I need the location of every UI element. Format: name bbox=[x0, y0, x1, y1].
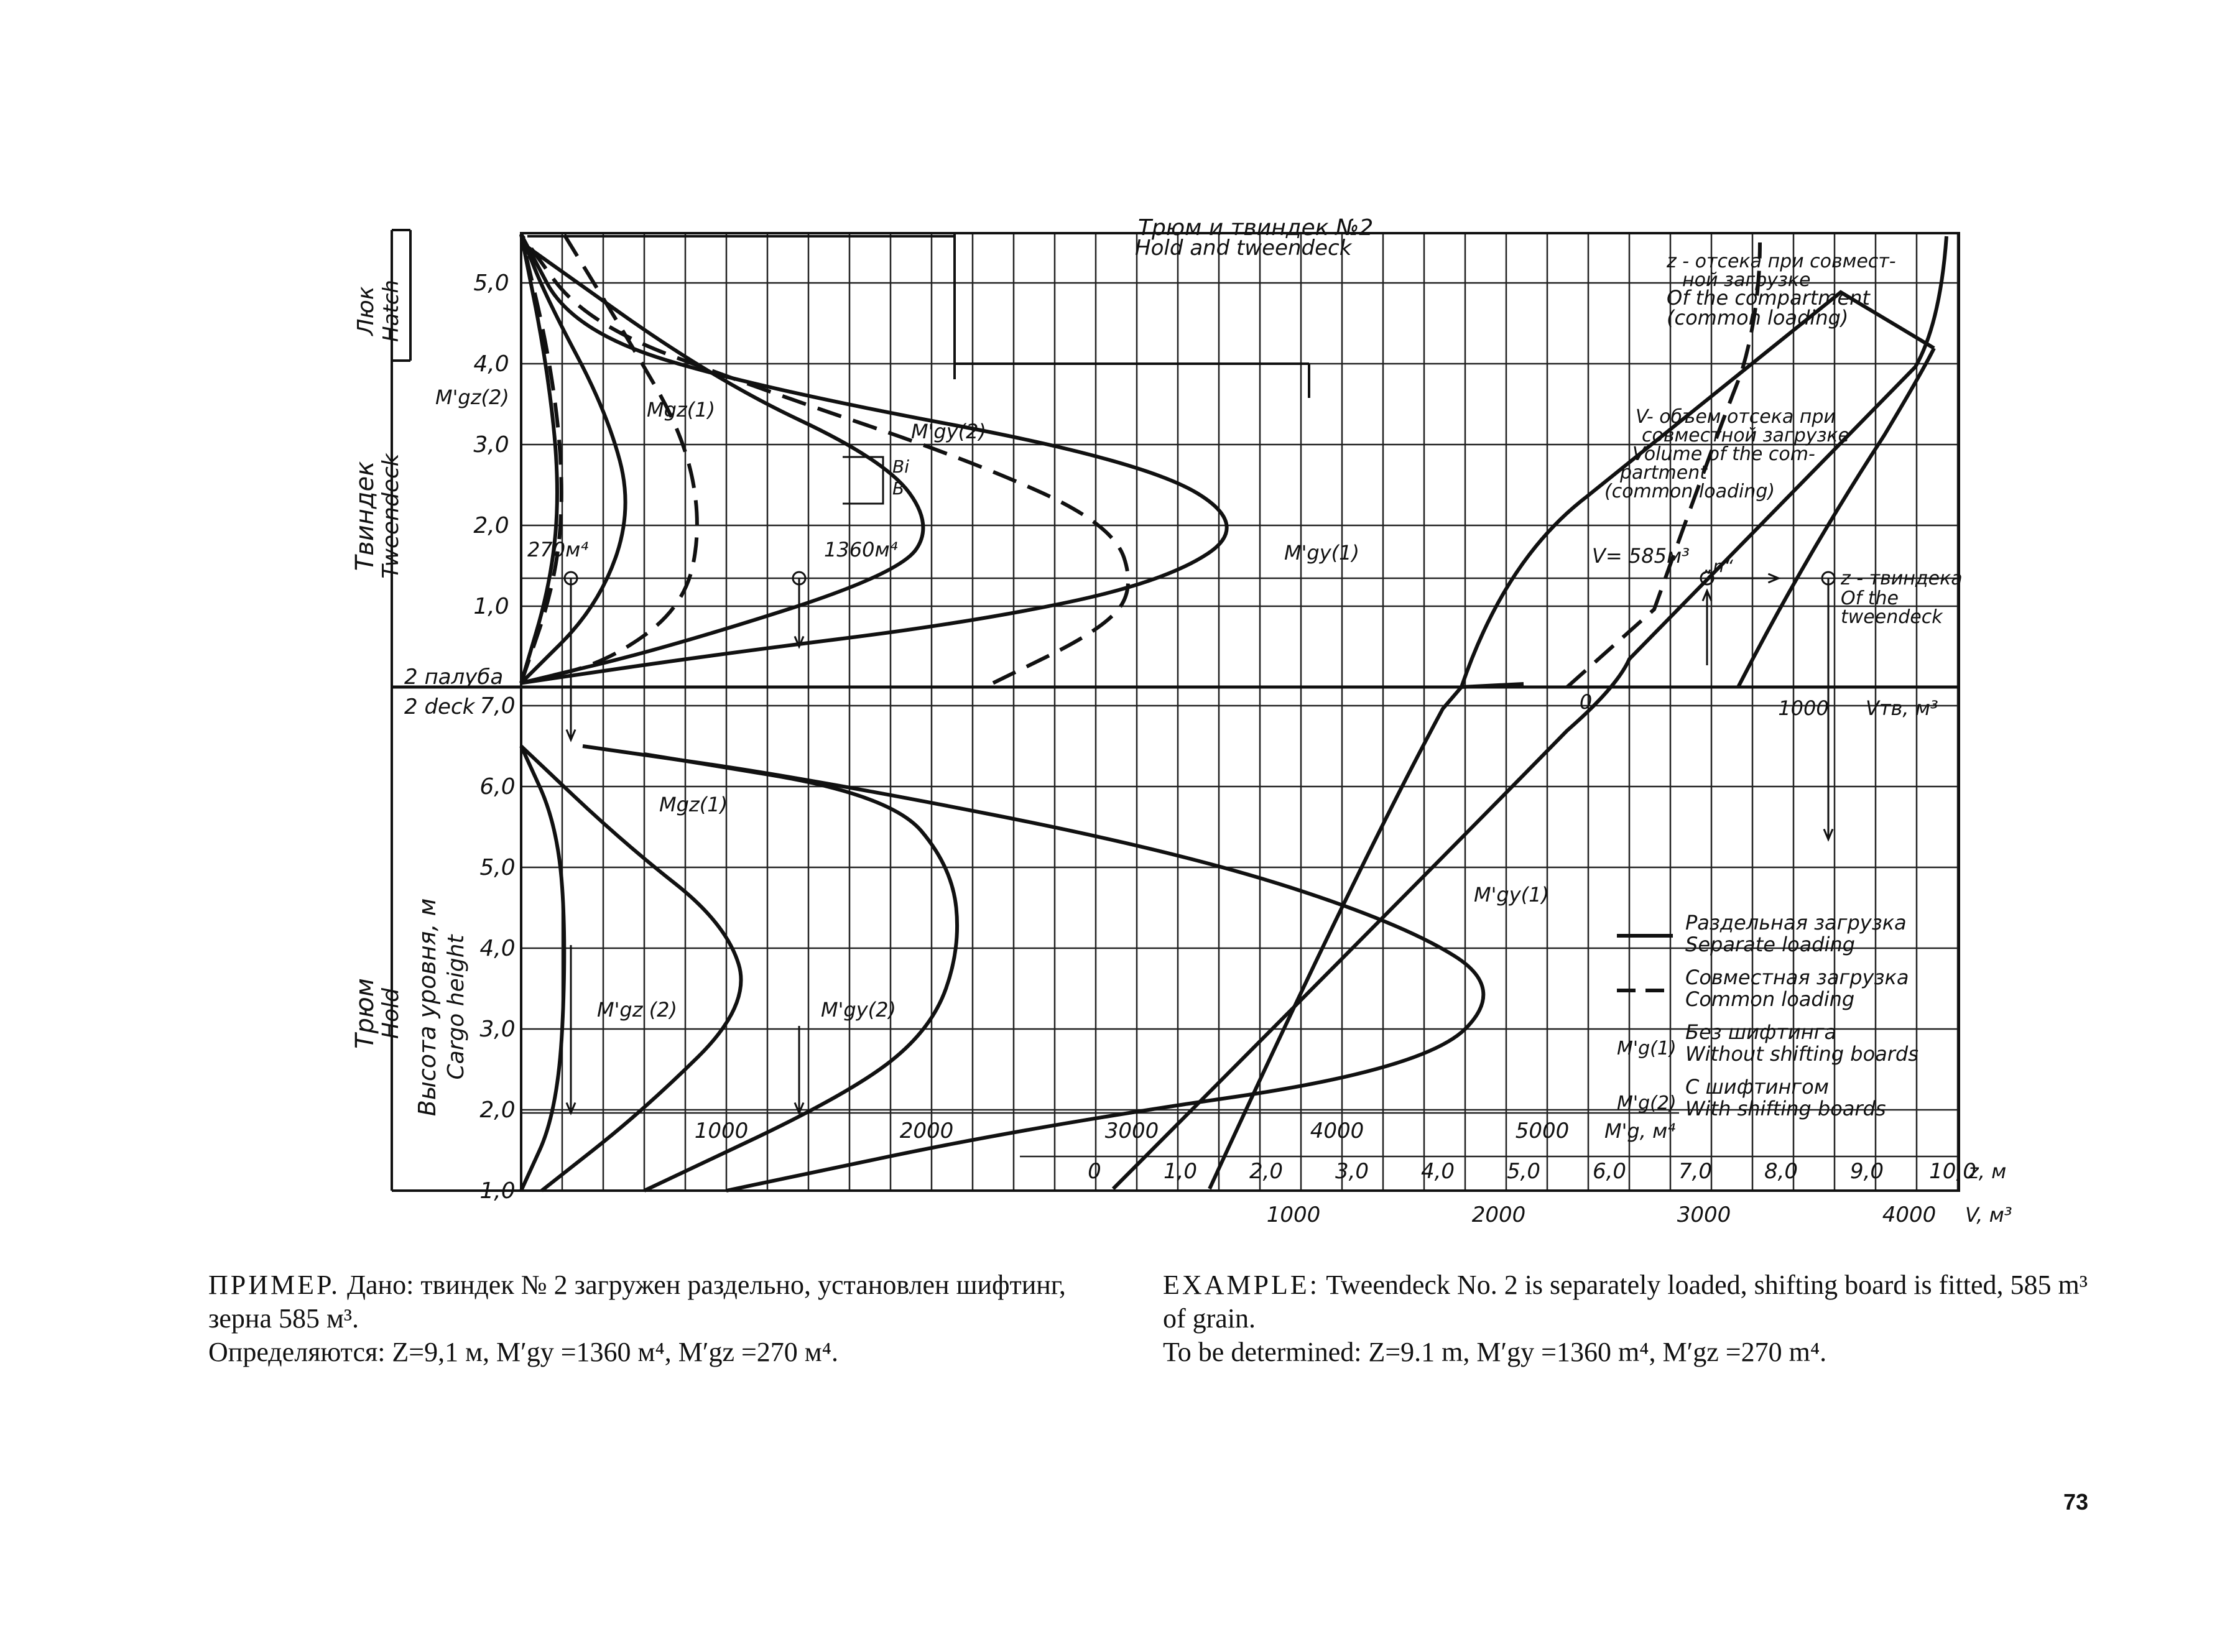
deck-label-ru: 2 палуба bbox=[404, 665, 504, 690]
annotation-z-common-ru1: z - отсека при совмест- bbox=[1667, 251, 1896, 272]
tweendeck-tick-label: 4,0 bbox=[473, 351, 509, 377]
moment-tick-label: 5000 bbox=[1515, 1119, 1570, 1143]
annotation-z-common-en1: Of the compartment bbox=[1667, 286, 1870, 310]
annotation-hold-mgy1: M'gy(1) bbox=[1474, 883, 1549, 907]
annotation-hold-mgy2: M'gy(2) bbox=[821, 998, 896, 1022]
caption-en-head: EXAMPLE: bbox=[1163, 1270, 1320, 1300]
annotation-1360: 1360м⁴ bbox=[824, 538, 898, 561]
caption-english bbox=[1163, 1268, 2108, 1369]
legend-label-en: With shifting boards bbox=[1685, 1097, 1886, 1120]
z-tick-label: 10,0 bbox=[1929, 1159, 1976, 1184]
deck-label-en: 2 deck bbox=[404, 694, 475, 719]
annotation-mgz1: Mgz(1) bbox=[647, 398, 716, 422]
annotation-v-en2: partment bbox=[1620, 462, 1707, 484]
hold-tick-label: 7,0 bbox=[479, 693, 516, 719]
tweendeck-label-en: Tweendeck bbox=[378, 453, 404, 579]
annotation-270: 270м⁴ bbox=[527, 538, 589, 561]
annotation-hold-mgz2: M'gz (2) bbox=[597, 998, 678, 1022]
vtw-tick-label: 1000 bbox=[1778, 696, 1829, 720]
legend-label-ru: С шифтингом bbox=[1685, 1075, 1829, 1099]
page-number: 73 bbox=[2063, 1489, 2089, 1515]
chart-labels bbox=[351, 215, 2012, 1227]
z-unit-label: z, м bbox=[1968, 1160, 2007, 1183]
annotation-mgy2: M'gy(2) bbox=[911, 420, 986, 443]
chart-title: Трюм и твиндек №2 bbox=[1138, 215, 1374, 241]
moment-tick-label: 2000 bbox=[899, 1119, 954, 1143]
z-tick-label: 1,0 bbox=[1163, 1159, 1198, 1184]
annotation-bi: Bi bbox=[892, 456, 909, 477]
tweendeck-tick-label: 2,0 bbox=[473, 513, 509, 538]
tweendeck-label-ru: Твиндек bbox=[351, 461, 379, 571]
vtw-tick-label: 0 bbox=[1579, 690, 1593, 714]
caption-en-line2: To be determined: Z=9.1 m, M′gy =1360 m⁴, M′gz =270 m⁴. bbox=[1163, 1337, 1827, 1367]
v-tick-label: 1000 bbox=[1266, 1202, 1321, 1227]
hold-tick-label: 1,0 bbox=[479, 1178, 516, 1204]
v-tick-label: 4000 bbox=[1882, 1202, 1937, 1227]
chart-subtitle: Hold and tweendeck bbox=[1135, 236, 1352, 261]
z-tick-label: 5,0 bbox=[1506, 1159, 1541, 1184]
tweendeck-tick-label: 3,0 bbox=[473, 432, 509, 458]
annotation-mgy1: M'gy(1) bbox=[1284, 541, 1359, 565]
legend-mark-label: M'g(2) bbox=[1617, 1092, 1677, 1114]
series-line-tweendeck-0 bbox=[521, 234, 1227, 683]
caption-russian bbox=[208, 1268, 1091, 1369]
annotation-v585: V= 585м³ bbox=[1592, 544, 1690, 568]
moment-unit-label: M'g, м⁴ bbox=[1604, 1119, 1676, 1143]
annotation-v-en3: (common loading) bbox=[1604, 481, 1775, 502]
legend-label-en: Separate loading bbox=[1685, 933, 1855, 956]
z-tick-label: 3,0 bbox=[1335, 1159, 1369, 1184]
annotation-z-common-en2: (common loading) bbox=[1667, 306, 1849, 330]
hold-tick-label: 3,0 bbox=[479, 1017, 516, 1042]
caption-ru-line2: Определяются: Z=9,1 м, M′gy =1360 м⁴, M′gz =270 м⁴. bbox=[208, 1337, 838, 1367]
legend-mark-label: M'g(1) bbox=[1617, 1038, 1677, 1059]
hatch-label-ru: Люк bbox=[353, 286, 379, 336]
hatch-label-en: Hatch bbox=[379, 280, 404, 342]
legend-label-ru: Совместная загрузка bbox=[1685, 966, 1909, 989]
hold-tick-label: 5,0 bbox=[479, 855, 516, 880]
annotation-v-ru1: V- объем отсека при bbox=[1636, 406, 1836, 428]
series-line-hold-10 bbox=[521, 746, 564, 1191]
z-tick-label: 9,0 bbox=[1849, 1159, 1884, 1184]
hold-ylabel-ru: Высота уровня, м bbox=[414, 898, 441, 1117]
hold-label-en: Hold bbox=[378, 988, 404, 1039]
hold-ylabel-en: Cargo height bbox=[443, 934, 469, 1080]
v-unit-label: V, м³ bbox=[1965, 1203, 2012, 1227]
hold-tick-label: 4,0 bbox=[479, 936, 516, 961]
annotation-b: B bbox=[892, 478, 905, 499]
tweendeck-tick-label: 1,0 bbox=[473, 594, 509, 619]
annotation-z-common-ru2: ной загрузке bbox=[1682, 269, 1811, 291]
legend-label-en: Without shifting boards bbox=[1685, 1042, 1918, 1066]
annotation-ztw-en1: Of the bbox=[1841, 588, 1899, 609]
z-tick-label: 2,0 bbox=[1249, 1159, 1284, 1184]
z-tick-label: 6,0 bbox=[1592, 1159, 1627, 1184]
moment-tick-label: 3000 bbox=[1104, 1119, 1159, 1143]
legend-label-en: Common loading bbox=[1685, 987, 1855, 1011]
z-tick-label: 8,0 bbox=[1764, 1159, 1798, 1184]
annotation-mgz2: M'gz(2) bbox=[435, 385, 509, 409]
hold-tick-label: 6,0 bbox=[479, 774, 516, 800]
z-tick-label: 4,0 bbox=[1420, 1159, 1455, 1184]
hold-label-ru: Трюм bbox=[351, 978, 379, 1049]
annotation-v-en1: Volume of the com- bbox=[1632, 443, 1815, 465]
legend-label-ru: Раздельная загрузка bbox=[1685, 911, 1907, 934]
series-line-tweendeck-1 bbox=[521, 234, 1128, 683]
vtw-unit-label: Vтв, м³ bbox=[1866, 696, 1938, 720]
caption-ru-head: ПРИМЕР. bbox=[208, 1270, 340, 1300]
v-tick-label: 3000 bbox=[1677, 1202, 1731, 1227]
hold-tick-label: 2,0 bbox=[479, 1097, 516, 1123]
v-tick-label: 2000 bbox=[1471, 1202, 1526, 1227]
annotation-ztw-en2: tweendeck bbox=[1841, 606, 1943, 628]
moment-tick-label: 4000 bbox=[1310, 1119, 1364, 1143]
legend-label-ru: Без шифтинга bbox=[1685, 1020, 1837, 1044]
z-tick-label: 0 bbox=[1088, 1159, 1101, 1184]
series-line-tweendeck-4 bbox=[521, 234, 557, 683]
moment-tick-label: 1000 bbox=[694, 1119, 749, 1143]
annotation-v-ru2: совместной загрузке bbox=[1642, 425, 1850, 446]
z-tick-label: 7,0 bbox=[1678, 1159, 1713, 1184]
caption-ru-line1: Дано: твиндек № 2 загружен раздельно, установлен шифтинг, зерна 585 м³. bbox=[208, 1270, 1066, 1334]
annotation-hold-mgz1: Mgz(1) bbox=[659, 793, 728, 816]
caption-en-line1: Tweendeck No. 2 is separately loaded, shifting board is fitted, 585 m³ of grain. bbox=[1163, 1270, 2088, 1334]
annotation-ztw-ru: z - твиндека bbox=[1841, 568, 1963, 589]
tweendeck-tick-label: 5,0 bbox=[473, 270, 509, 296]
annotation-n: „n“ bbox=[1704, 556, 1733, 576]
